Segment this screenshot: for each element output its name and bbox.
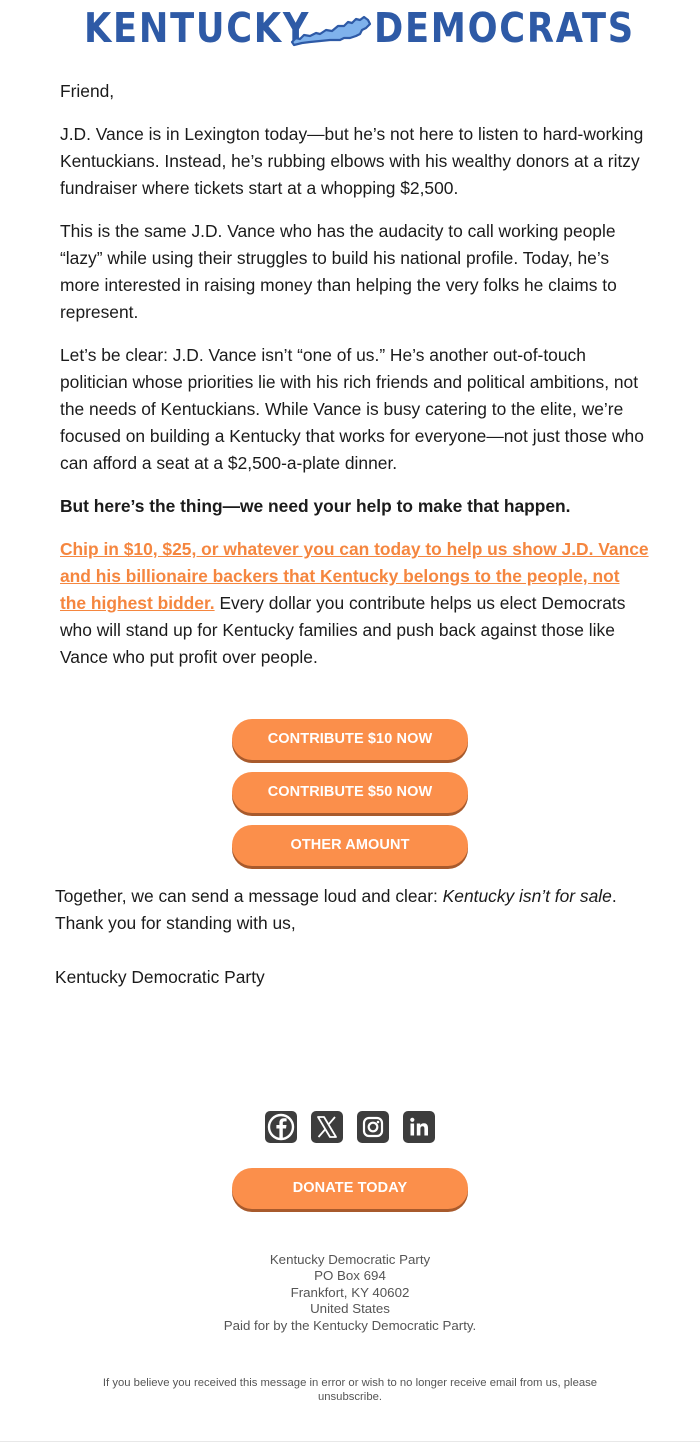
- signature: Kentucky Democratic Party: [55, 967, 265, 987]
- contribute-10-button[interactable]: CONTRIBUTE $10 NOW: [232, 719, 468, 760]
- instagram-icon[interactable]: [357, 1111, 389, 1143]
- closing-line-2: Thank you for standing with us,: [55, 913, 296, 933]
- logo-word-kentucky: KENTUCKY: [84, 4, 311, 52]
- footer-country: United States: [310, 1301, 390, 1317]
- facebook-icon[interactable]: [265, 1111, 297, 1143]
- footer-address: [0, 1252, 700, 1334]
- contribute-50-button[interactable]: CONTRIBUTE $50 NOW: [232, 772, 468, 813]
- paragraph-5: [60, 536, 650, 671]
- bold-call-to-action: But here’s the thing—we need your help to make that happen.: [60, 496, 571, 516]
- footer-po-box: PO Box 694: [314, 1268, 386, 1284]
- x-twitter-icon[interactable]: [311, 1111, 343, 1143]
- social-links: [265, 1111, 437, 1144]
- paragraph-2: This is the same J.D. Vance who has the audacity to call working people “lazy” while using their struggles to build his national profile. Today, he’s more interested in raising money than helping the very folks he claims to represent.: [60, 221, 617, 322]
- linkedin-icon[interactable]: [403, 1111, 435, 1143]
- footer-city: Frankfort, KY 40602: [290, 1284, 410, 1300]
- donate-today-button[interactable]: DONATE TODAY: [232, 1168, 468, 1209]
- other-amount-button[interactable]: OTHER AMOUNT: [232, 825, 468, 866]
- paragraph-5-rest: Every dollar you contribute helps us elect Democrats who will stand up for Kentucky families and push back against those like Vance who put profit over people.: [60, 593, 626, 667]
- kentucky-state-icon: [290, 14, 374, 50]
- closing-period: .: [611, 886, 617, 906]
- chip-in-link[interactable]: Chip in $10, $25, or whatever you can today to help us show J.D. Vance and his billionaire backers that Kentucky belongs to the people, not the highest bidder.: [60, 539, 649, 613]
- closing-text: Together, we can send a message loud and clear:: [55, 886, 443, 906]
- paragraph-3: Let’s be clear: J.D. Vance isn’t “one of us.” He’s another out-of-touch politician whose priorities lie with his rich friends and political ambitions, not the needs of Kentuckians. While Vance is busy catering to the elite, we’re focused on building a Kentucky that works for everyone—not just those who can afford a seat at a $2,500-a-plate dinner.: [60, 345, 644, 473]
- paragraph-4: [60, 493, 650, 520]
- logo-word-democrats: DEMOCRATS: [374, 4, 635, 52]
- closing-italic: Kentucky isn’t for sale: [442, 886, 612, 906]
- bottom-divider: [0, 1441, 700, 1442]
- paragraph-1: J.D. Vance is in Lexington today—but he’s not here to listen to hard-working Kentuckians. Instead, he’s rubbing elbows with his wealthy donors at a ritzy fundraiser where tickets start at a whopping $2,500.: [60, 124, 644, 198]
- unsubscribe-text[interactable]: If you believe you received this message in error or wish to no longer receive email from us, please unsubscribe.: [102, 1377, 598, 1403]
- header-logo: [0, 4, 700, 52]
- footer-paid-for: Paid for by the Kentucky Democratic Party.: [223, 1317, 477, 1333]
- closing-line-1: [55, 883, 655, 910]
- footer-org: Kentucky Democratic Party: [269, 1252, 431, 1267]
- greeting: Friend,: [60, 81, 115, 101]
